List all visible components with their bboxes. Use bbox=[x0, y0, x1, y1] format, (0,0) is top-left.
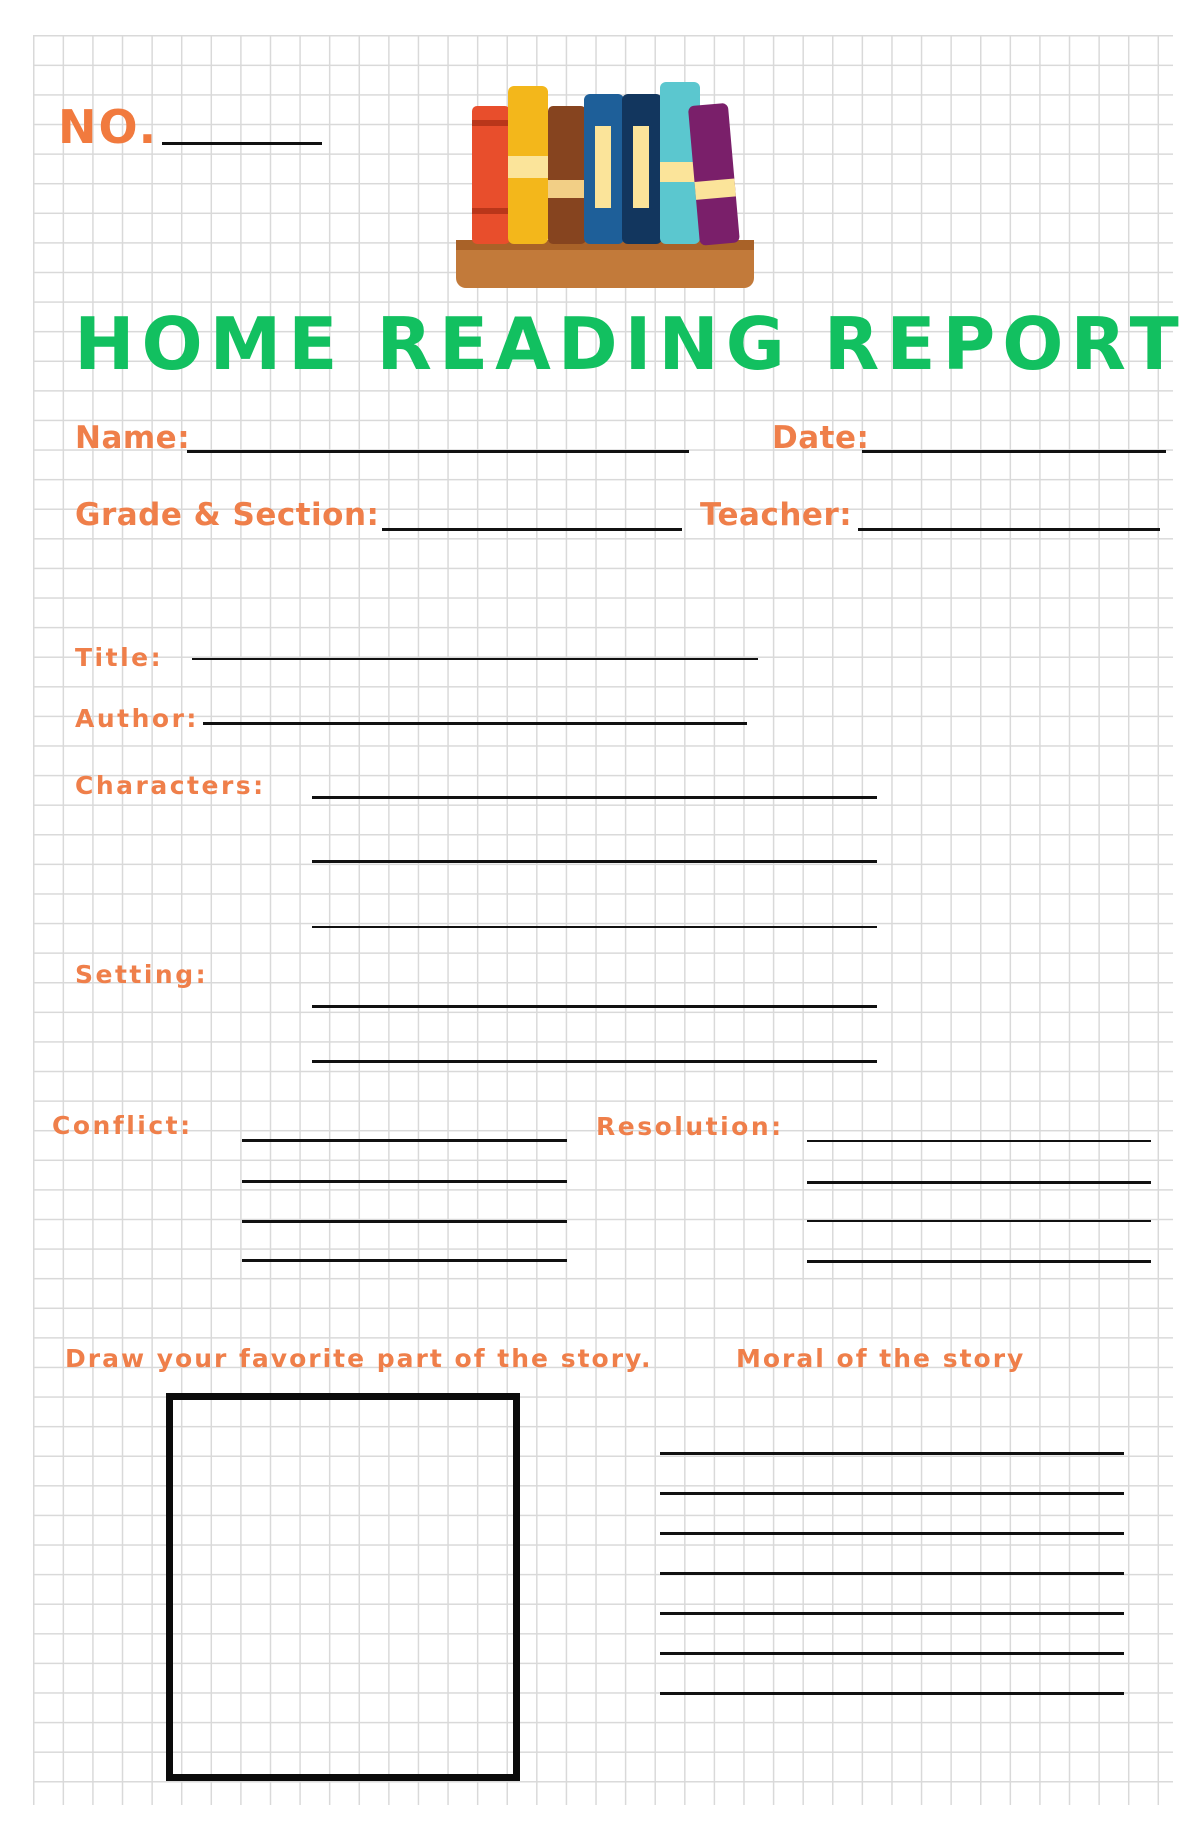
drawing-prompt: Draw your favorite part of the story. bbox=[65, 1344, 653, 1373]
name-blank-line[interactable] bbox=[187, 450, 689, 453]
number-label: NO. bbox=[58, 100, 159, 154]
date-label: Date: bbox=[772, 420, 870, 456]
book-title-label: Title: bbox=[75, 643, 164, 672]
characters-line-1[interactable] bbox=[312, 796, 877, 799]
conflict-line-3[interactable] bbox=[242, 1220, 567, 1223]
moral-line-5[interactable] bbox=[660, 1612, 1124, 1615]
book-title-blank-line[interactable] bbox=[192, 658, 758, 660]
resolution-label: Resolution: bbox=[596, 1112, 784, 1141]
author-blank-line[interactable] bbox=[203, 722, 747, 725]
characters-line-2[interactable] bbox=[312, 860, 877, 863]
moral-line-3[interactable] bbox=[660, 1532, 1124, 1535]
setting-line-1[interactable] bbox=[312, 1005, 877, 1008]
author-label: Author: bbox=[75, 704, 199, 733]
name-label: Name: bbox=[75, 420, 191, 456]
conflict-line-2[interactable] bbox=[242, 1180, 567, 1183]
teacher-blank-line[interactable] bbox=[858, 528, 1160, 531]
setting-line-2[interactable] bbox=[312, 1060, 877, 1063]
characters-label: Characters: bbox=[75, 771, 266, 800]
setting-label: Setting: bbox=[75, 960, 209, 989]
resolution-line-2[interactable] bbox=[807, 1181, 1151, 1184]
conflict-line-4[interactable] bbox=[242, 1259, 567, 1262]
conflict-label: Conflict: bbox=[52, 1111, 193, 1140]
number-blank-line[interactable] bbox=[162, 142, 322, 145]
resolution-line-4[interactable] bbox=[807, 1260, 1151, 1263]
grade-section-label: Grade & Section: bbox=[75, 497, 380, 533]
bookshelf-icon bbox=[452, 80, 762, 300]
moral-line-7[interactable] bbox=[660, 1692, 1124, 1695]
teacher-label: Teacher: bbox=[700, 497, 853, 533]
moral-line-6[interactable] bbox=[660, 1652, 1124, 1655]
date-blank-line[interactable] bbox=[862, 450, 1166, 453]
page-title: HOME READING REPORT bbox=[74, 302, 1186, 386]
grade-section-blank-line[interactable] bbox=[382, 528, 682, 531]
moral-prompt: Moral of the story bbox=[736, 1344, 1026, 1373]
drawing-box[interactable] bbox=[166, 1393, 520, 1781]
conflict-line-1[interactable] bbox=[242, 1139, 567, 1142]
resolution-line-1[interactable] bbox=[807, 1140, 1151, 1142]
moral-line-1[interactable] bbox=[660, 1452, 1124, 1455]
moral-line-4[interactable] bbox=[660, 1572, 1124, 1575]
resolution-line-3[interactable] bbox=[807, 1220, 1151, 1222]
moral-line-2[interactable] bbox=[660, 1492, 1124, 1495]
characters-line-3[interactable] bbox=[312, 926, 877, 928]
